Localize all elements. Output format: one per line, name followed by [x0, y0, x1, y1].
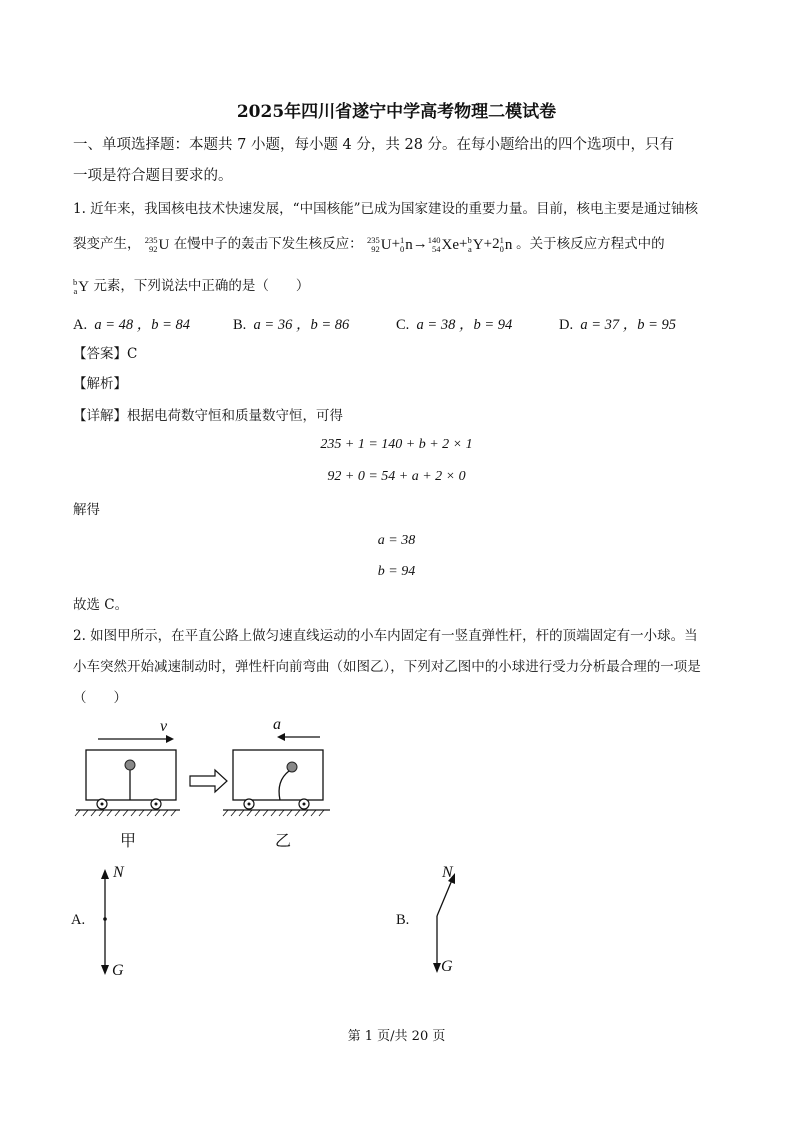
q1-line2-text-a: 裂变产生，: [73, 236, 141, 252]
q2-option-a[interactable]: A.: [71, 912, 86, 928]
section-instruction-line2: 一项是符合题目要求的。: [73, 168, 233, 184]
figure-yi-label: 乙: [275, 831, 292, 850]
q1-result-a: a = 38: [377, 533, 416, 548]
velocity-label: v: [160, 718, 168, 735]
q1-line2-text-b: 在慢中子的轰击下发生核反应：: [173, 236, 363, 252]
q1-line2-text-c: 。关于核反应方程式中的: [516, 236, 665, 252]
q1-conclusion: 故选 C。: [73, 597, 129, 613]
q1-equation-mass: 235 + 1 = 140 + b + 2 × 1: [320, 437, 473, 452]
nuclear-reaction-equation: 235 92 U+ 1 0 n→ 140 54 Xe+ b a Y+2 1 0 n: [366, 235, 513, 255]
q1-answer: 【答案】C: [73, 346, 138, 362]
cart-yi: [223, 733, 330, 816]
force-a-N-label: N: [113, 864, 124, 881]
arrow-icon: →: [412, 236, 428, 252]
uranium-nuclide: 235 92 U: [144, 235, 170, 255]
q1-equation-charge: 92 + 0 = 54 + a + 2 × 0: [327, 469, 466, 484]
q1-result-b: b = 94: [377, 564, 416, 579]
q1-detail: 【详解】根据电荷数守恒和质量数守恒，可得: [73, 408, 343, 424]
force-a-G-label: G: [112, 962, 124, 979]
section-instruction-line1: 一、单项选择题：本题共 7 小题，每小题 4 分，共 28 分。在每小题给出的四个选项中，只有: [73, 137, 675, 153]
page-footer: 第 1 页/共 20 页: [347, 1029, 446, 1044]
q1-line2: [73, 234, 665, 255]
q1-option-a[interactable]: A. a = 48 ，b = 84: [73, 317, 191, 333]
cart-figure: [70, 715, 360, 855]
q1-solve-label: 解得: [73, 502, 100, 518]
cart-jia: [75, 735, 180, 816]
q2-option-b[interactable]: B.: [396, 912, 410, 928]
force-b-G-label: G: [441, 958, 453, 975]
q1-line1: 1. 近年来，我国核电技术快速发展，“中国核能”已成为国家建设的重要力量。目前，核电主要是通过铀核: [73, 201, 698, 217]
q1-line3: b a Y 元素，下列说法中正确的是（ ）: [73, 277, 310, 297]
q1-analysis-label: 【解析】: [73, 376, 127, 392]
acceleration-label: a: [273, 716, 281, 733]
q2-line2: 小车突然开始减速制动时，弹性杆向前弯曲（如图乙），下列对乙图中的小球进行受力分析最合理的一项是: [73, 659, 701, 675]
q1-option-d[interactable]: D. a = 37 ，b = 95: [559, 317, 677, 333]
q1-option-b[interactable]: B. a = 36 ，b = 86: [233, 317, 350, 333]
q2-line3: （ ）: [73, 690, 127, 706]
element-Y-nuclide: b a Y: [73, 277, 90, 297]
exam-title: 2025年四川省遂宁中学高考物理二模试卷: [236, 102, 557, 122]
force-b-N-label: N: [442, 864, 453, 881]
q1-option-c[interactable]: C. a = 38 ，b = 94: [396, 317, 513, 333]
transition-arrow-icon: [190, 770, 227, 792]
q2-line1: 2. 如图甲所示，在平直公路上做匀速直线运动的小车内固定有一竖直弹性杆，杆的顶端固定有一小球。当: [73, 628, 698, 644]
figure-jia-label: 甲: [120, 831, 137, 850]
